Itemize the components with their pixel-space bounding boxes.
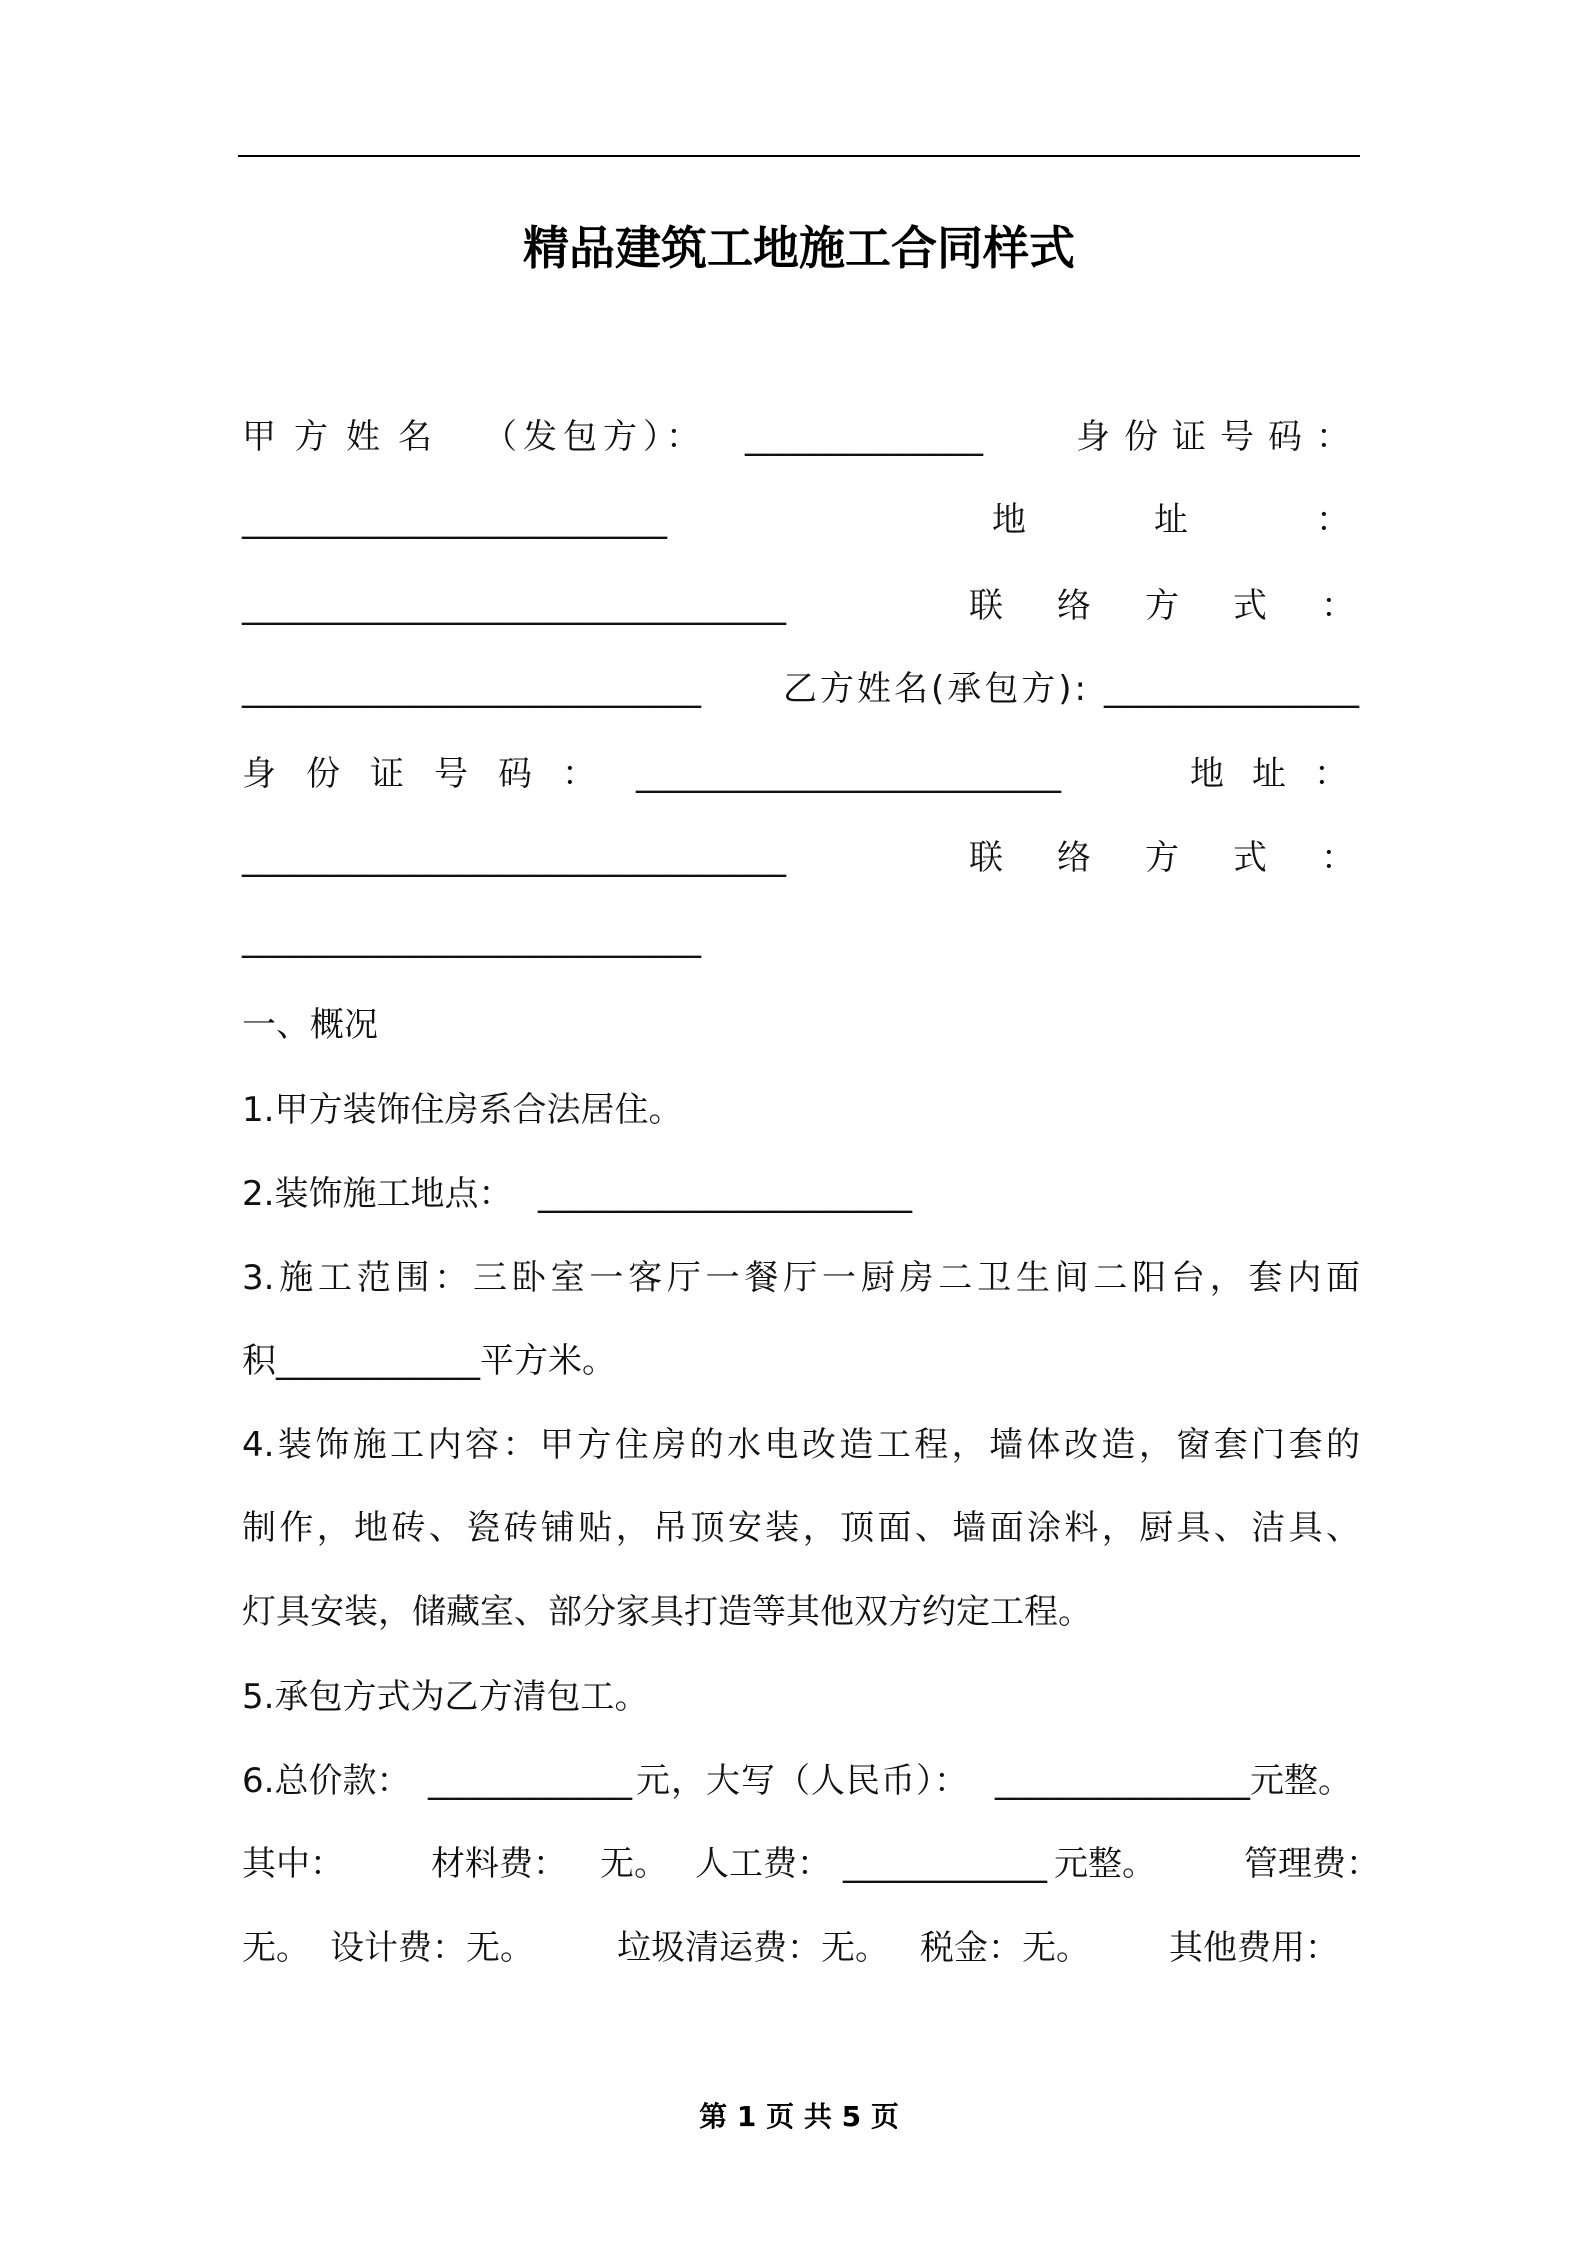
- design-fee: 设计费：无。: [330, 1928, 534, 1968]
- overview-item-6: [0, 1756, 1586, 1806]
- party-b-name-blank: _______________: [1104, 669, 1359, 709]
- total-price-blank: ____________: [428, 1761, 632, 1801]
- page-indicator: 第 1 页 共 5 页: [699, 2100, 899, 2133]
- total-price-unit: 元，大写（人民币）：: [636, 1761, 969, 1801]
- party-b-contact-blank: ___________________________: [242, 919, 701, 959]
- party-row-1: [0, 412, 1586, 462]
- party-a-id-blank: _________________________: [242, 500, 667, 540]
- total-price-uppercase-blank: _______________: [995, 1761, 1250, 1801]
- total-price-uppercase-unit: 元整。: [1250, 1761, 1352, 1801]
- party-a-address-blank: ________________________________: [242, 586, 786, 626]
- party-a-contact-label: 联络方式：: [969, 586, 1409, 626]
- document-title: 精品建筑工地施工合同样式: [523, 221, 1075, 275]
- tax-fee: 税金：无。: [920, 1928, 1090, 1968]
- total-price-label: 6.总价款：: [242, 1761, 411, 1801]
- party-row-4: [0, 664, 1586, 714]
- party-b-address-blank: ________________________________: [242, 838, 786, 878]
- fees-intro: 其中：: [242, 1844, 344, 1884]
- material-fee-label: 材料费：: [431, 1844, 567, 1884]
- party-b-name-label: 乙方姓名(承包方):: [783, 669, 1089, 709]
- management-fee-value: 无。: [242, 1928, 310, 1968]
- labor-fee-label: 人工费：: [695, 1844, 831, 1884]
- overview-item-4-line-1: 4.装饰施工内容：甲方住房的水电改造工程，墙体改造，窗套门套的: [242, 1425, 1360, 1465]
- party-row-2: [0, 495, 1586, 545]
- party-b-id-blank: _________________________: [636, 754, 1061, 794]
- material-fee-value: 无。: [600, 1844, 668, 1884]
- labor-fee-blank: ____________: [843, 1844, 1047, 1884]
- party-a-id-label: 身份证号码：: [1076, 417, 1364, 457]
- labor-fee-unit: 元整。: [1054, 1844, 1156, 1884]
- party-b-contact-label: 联络方式：: [969, 838, 1409, 878]
- party-a-name-blank: ______________: [745, 417, 983, 457]
- party-a-role: （发包方）：: [483, 417, 706, 457]
- overview-item-4-line-2: 制作，地砖、瓷砖铺贴，吊顶安装，顶面、墙面涂料，厨具、洁具、: [242, 1508, 1360, 1548]
- section-heading-overview: 一、概况: [242, 1005, 378, 1045]
- overview-item-1: 1.甲方装饰住房系合法居住。: [242, 1090, 683, 1130]
- party-row-6: [0, 833, 1586, 883]
- overview-item-3-line-2: 积____________平方米。: [242, 1341, 616, 1381]
- party-row-3: [0, 581, 1586, 631]
- party-b-address-label: 地址：: [1190, 754, 1376, 794]
- fees-line-2: [0, 1923, 1586, 1973]
- fees-line-1: [0, 1839, 1586, 1889]
- party-a-name-label: 甲方姓名: [242, 417, 450, 457]
- overview-item-5: 5.承包方式为乙方清包工。: [242, 1677, 649, 1717]
- overview-item-2: [0, 1169, 1586, 1219]
- construction-site-blank: ______________________: [538, 1174, 912, 1214]
- party-row-7: [0, 914, 1586, 964]
- party-b-id-label: 身份证号码：: [242, 754, 626, 794]
- overview-item-4-line-3: 灯具安装，储藏室、部分家具打造等其他双方约定工程。: [242, 1592, 1092, 1632]
- party-a-address-label: 地址：: [992, 500, 1478, 540]
- overview-item-3-line-1: 3.施工范围：三卧室一客厅一餐厅一厨房二卫生间二阳台，套内面: [242, 1258, 1360, 1298]
- other-fees-label: 其他费用：: [1169, 1928, 1339, 1968]
- garbage-removal-fee: 垃圾清运费：无。: [617, 1928, 889, 1968]
- management-fee-label: 管理费：: [1244, 1844, 1380, 1884]
- party-a-contact-blank: ___________________________: [242, 669, 701, 709]
- party-row-5: [0, 749, 1586, 799]
- construction-site-label: 2.装饰施工地点：: [242, 1174, 513, 1214]
- header-rule: [238, 155, 1360, 157]
